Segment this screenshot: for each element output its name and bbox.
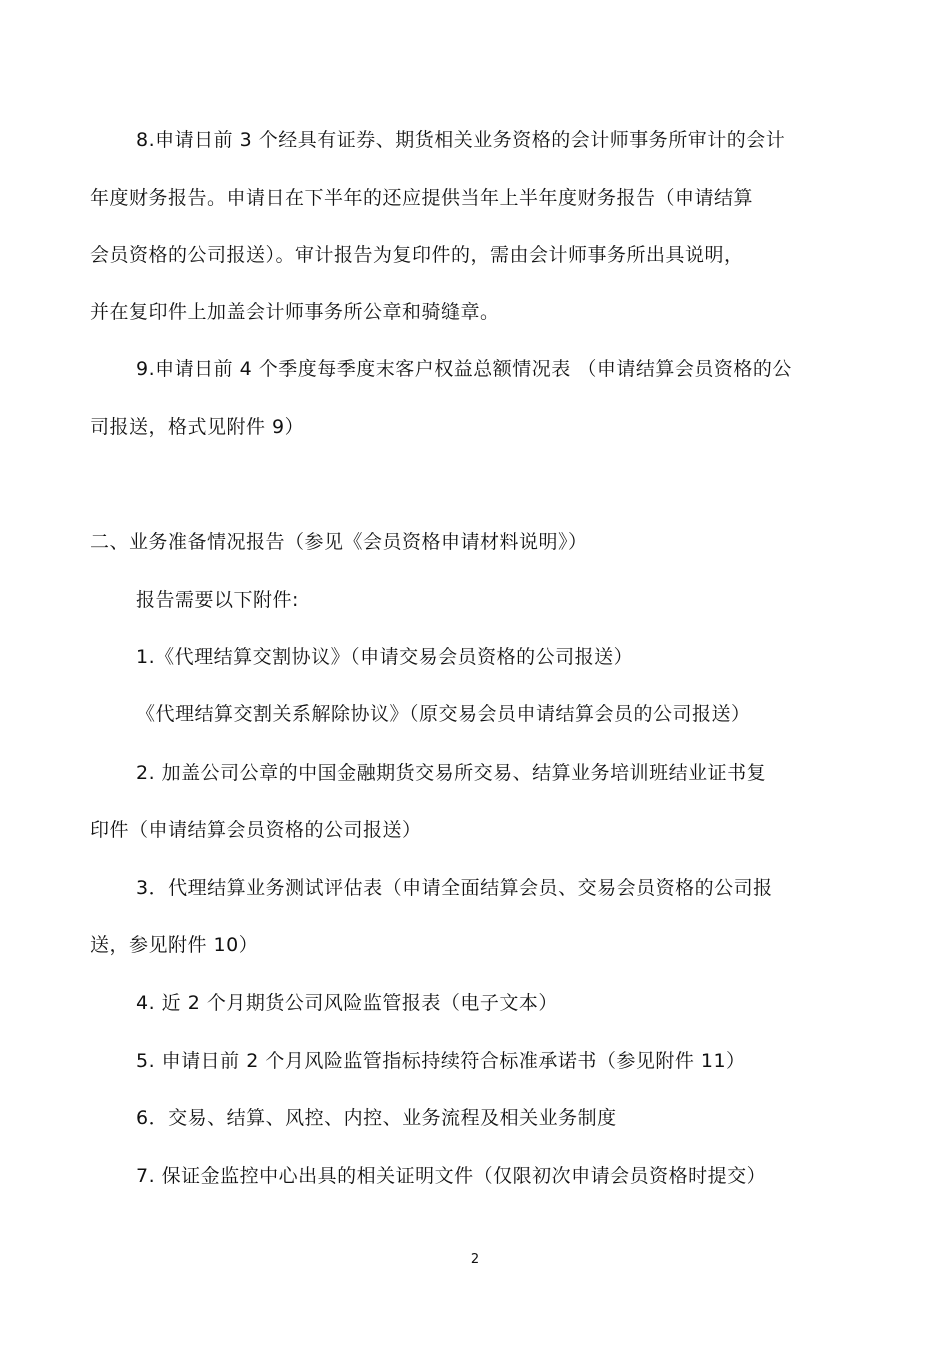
list-item: 《代理结算交割关系解除协议》（原交易会员申请结算会员的公司报送） — [136, 703, 751, 725]
text-line: 会员资格的公司报送）。审计报告为复印件的，需由会计师事务所出具说明， — [90, 244, 744, 266]
list-item: 7. 保证金监控中心出具的相关证明文件（仅限初次申请会员资格时提交） — [136, 1165, 767, 1187]
text-line: 送，参见附件 10） — [90, 934, 259, 956]
text-line: 并在复印件上加盖会计师事务所公章和骑缝章。 — [90, 301, 500, 323]
text-line: 8.申请日前 3 个经具有证券、期货相关业务资格的会计师事务所审计的会计 — [136, 129, 786, 151]
text-line: 印件（申请结算会员资格的公司报送） — [90, 819, 422, 841]
list-item: 6．交易、结算、风控、内控、业务流程及相关业务制度 — [136, 1107, 617, 1129]
text-line: 9.申请日前 4 个季度每季度末客户权益总额情况表 （申请结算会员资格的公 — [136, 358, 792, 380]
text-line: 报告需要以下附件: — [136, 589, 299, 611]
list-item: 4. 近 2 个月期货公司风险监管报表（电子文本） — [136, 992, 558, 1014]
text-line: 司报送，格式见附件 9） — [90, 416, 305, 438]
list-item: 5. 申请日前 2 个月风险监管指标持续符合标准承诺书（参见附件 11） — [136, 1050, 746, 1072]
text-line: 年度财务报告。申请日在下半年的还应提供当年上半年度财务报告（申请结算 — [90, 187, 754, 209]
list-item: 2. 加盖公司公章的中国金融期货交易所交易、结算业务培训班结业证书复 — [136, 762, 767, 784]
list-item: 1.《代理结算交割协议》（申请交易会员资格的公司报送） — [136, 646, 634, 668]
section-heading: 二、业务准备情况报告（参见《会员资格申请材料说明》） — [90, 531, 588, 553]
page-number: 2 — [470, 1252, 480, 1267]
list-item: 3．代理结算业务测试评估表（申请全面结算会员、交易会员资格的公司报 — [136, 877, 773, 899]
